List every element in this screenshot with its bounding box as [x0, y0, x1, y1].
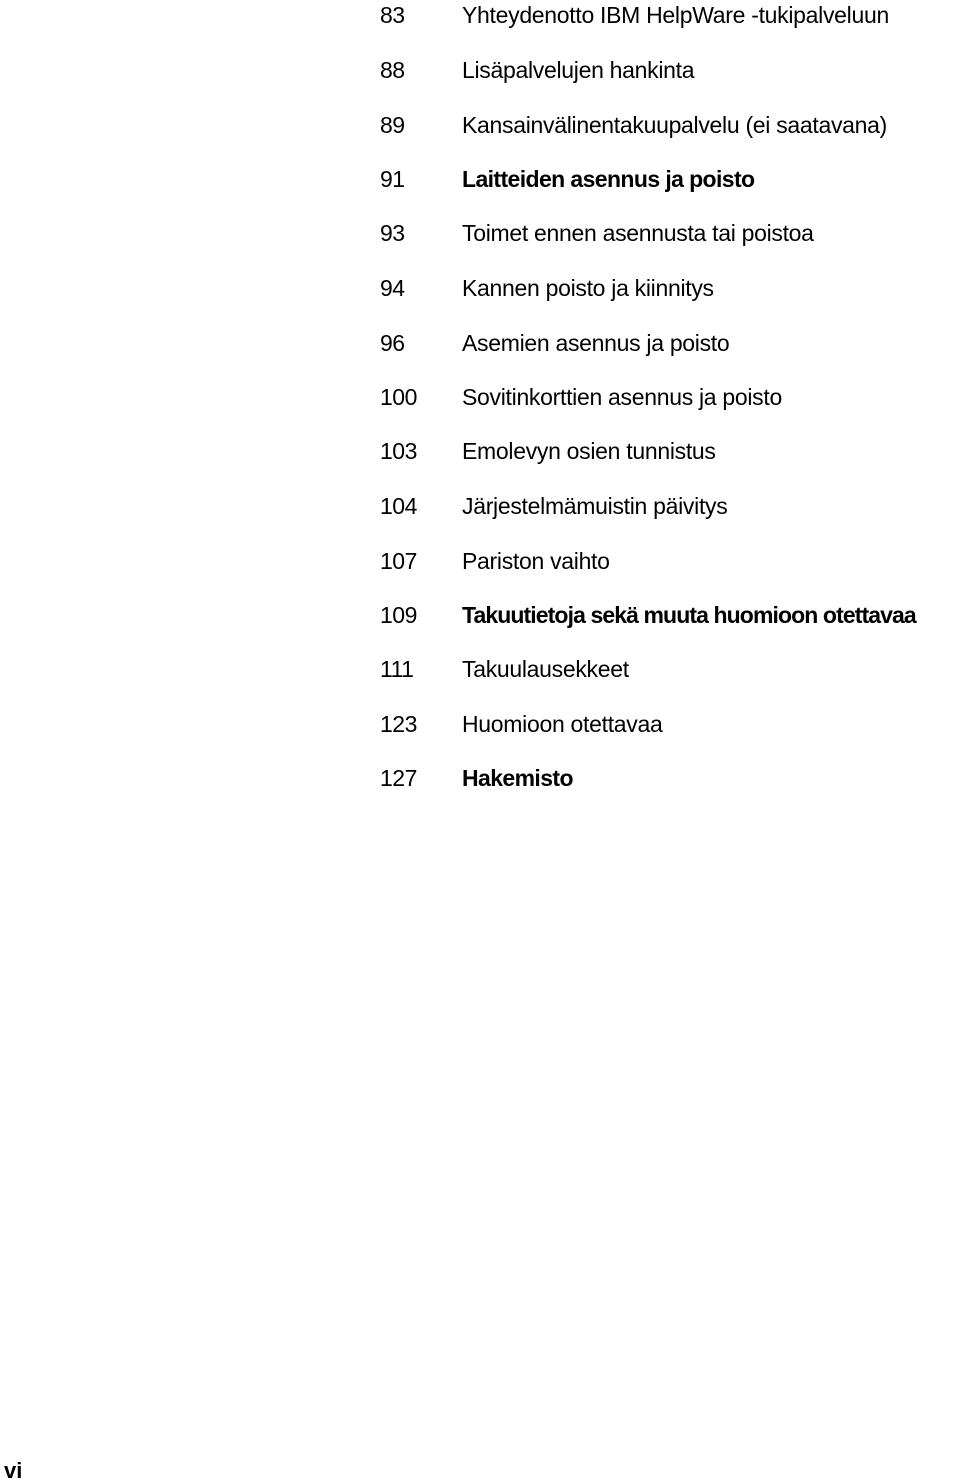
toc-section-title: Takuutietoja sekä muuta huomioon otettavaa: [462, 602, 916, 628]
toc-entry[interactable]: [0, 382, 960, 422]
toc-section-title: Hakemisto: [462, 765, 573, 791]
toc-page-number: 83: [380, 2, 405, 28]
toc-page-number: 88: [380, 57, 405, 83]
toc-entry-title: Sovitinkorttien asennus ja poisto: [462, 384, 782, 410]
toc-page-number: 93: [380, 220, 405, 246]
toc-section-heading[interactable]: [0, 763, 960, 803]
toc-section-heading[interactable]: [0, 600, 960, 640]
toc-entry[interactable]: [0, 110, 960, 150]
toc-page-number: 111: [380, 656, 414, 682]
toc-entry-title: Yhteydenotto IBM HelpWare -tukipalveluun: [462, 2, 889, 28]
toc-page-number: 127: [380, 765, 417, 791]
toc-entry[interactable]: [0, 436, 960, 476]
toc-page-number: 107: [380, 548, 417, 574]
toc-entry-title: Kannen poisto ja kiinnitys: [462, 275, 714, 301]
toc-entry-title: Takuulausekkeet: [462, 656, 629, 682]
toc-entry-title: Pariston vaihto: [462, 548, 610, 574]
toc-entry[interactable]: [0, 218, 960, 258]
page-folio: vi: [4, 1458, 23, 1483]
toc-page-number: 96: [380, 330, 405, 356]
toc-page-number: 94: [380, 275, 405, 301]
toc-entry[interactable]: [0, 273, 960, 313]
toc-entry-title: Emolevyn osien tunnistus: [462, 438, 716, 464]
toc-entry[interactable]: [0, 654, 960, 694]
toc-entry[interactable]: [0, 0, 960, 40]
toc-page-number: 100: [380, 384, 417, 410]
toc-entry-title: Järjestelmämuistin päivitys: [462, 493, 728, 519]
toc-entry[interactable]: [0, 328, 960, 368]
toc-page-number: 91: [380, 166, 405, 192]
toc-entry-title: Asemien asennus ja poisto: [462, 330, 730, 356]
toc-page-number: 123: [380, 711, 417, 737]
toc-page-number: 89: [380, 112, 405, 138]
toc-entry[interactable]: [0, 491, 960, 531]
toc-entry[interactable]: [0, 709, 960, 749]
toc-entry-title: Toimet ennen asennusta tai poistoa: [462, 220, 814, 246]
toc-entry[interactable]: [0, 546, 960, 586]
toc-page-number: 109: [380, 602, 417, 628]
toc-section-title: Laitteiden asennus ja poisto: [462, 166, 755, 192]
toc-page-number: 104: [380, 493, 417, 519]
toc-entry[interactable]: [0, 55, 960, 95]
toc-entry-title: Kansainvälinentakuupalvelu (ei saatavana): [462, 112, 887, 138]
toc-page-number: 103: [380, 438, 417, 464]
toc-entry-title: Huomioon otettavaa: [462, 711, 663, 737]
toc-section-heading[interactable]: [0, 164, 960, 204]
toc-entry-title: Lisäpalvelujen hankinta: [462, 57, 695, 83]
